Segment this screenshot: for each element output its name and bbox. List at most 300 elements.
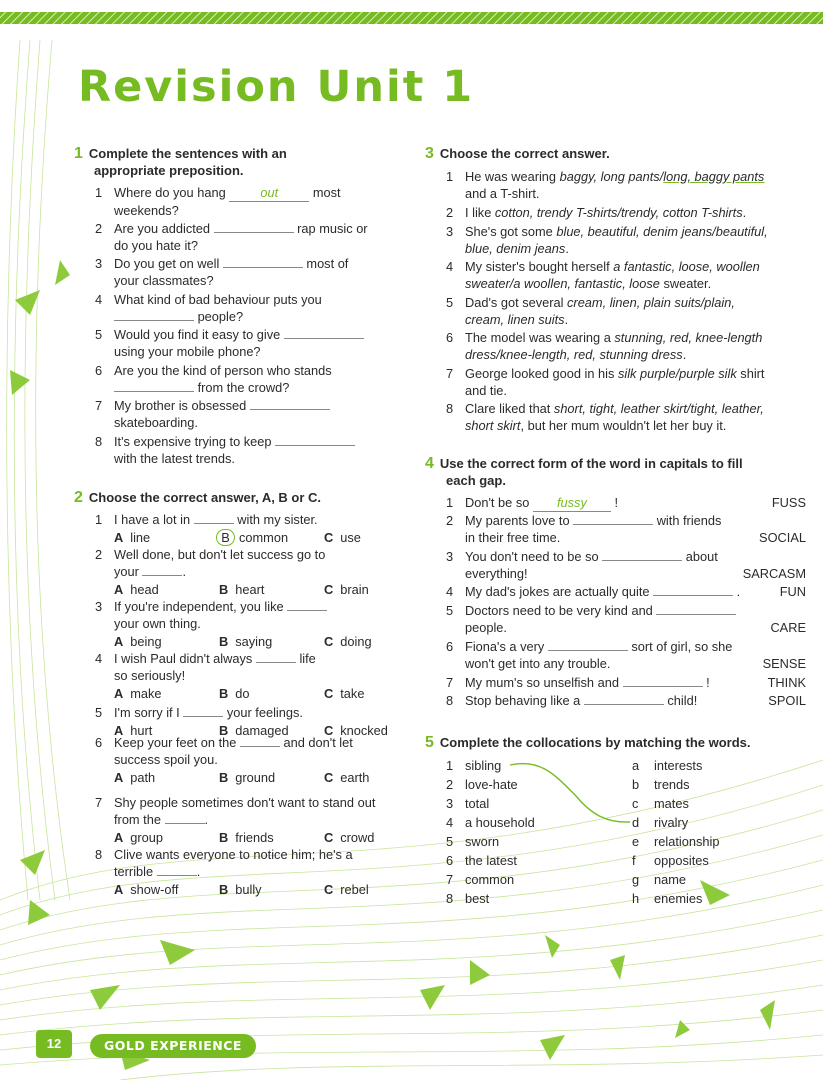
- item-text-mid: life: [299, 651, 316, 666]
- option-letter: B: [219, 723, 229, 738]
- option-text: crowd: [340, 830, 375, 845]
- choice-text[interactable]: sweater/a woollen, fantastic, loose: [465, 276, 660, 291]
- option-b[interactable]: [219, 685, 249, 702]
- item-text-start: Would you find it easy to give: [114, 327, 281, 342]
- option-letter: B: [219, 882, 229, 897]
- option-letter: C: [324, 882, 334, 897]
- item-line-1: [114, 511, 318, 528]
- item-text: [465, 494, 618, 512]
- answer-gap[interactable]: [602, 548, 682, 561]
- option-letter: B: [219, 830, 229, 845]
- exercise-item: [446, 258, 801, 292]
- item-text-start: Stop behaving like a: [465, 693, 581, 708]
- choice-text[interactable]: dress/knee-length, red, stunning dress: [465, 347, 683, 362]
- item-text: shirt: [736, 365, 765, 381]
- match-left-item[interactable]: [446, 870, 514, 889]
- option-text: do: [235, 686, 250, 701]
- item-letter: d: [632, 815, 640, 830]
- option-letter: C: [324, 530, 334, 545]
- item-text-line2: terrible: [114, 864, 154, 879]
- choice-text[interactable]: blue, beautiful, denim jeans/beautiful,: [556, 223, 768, 239]
- choice-text[interactable]: long, baggy pants: [663, 169, 765, 184]
- item-text-start: I wish Paul didn't always: [114, 651, 253, 666]
- exercise-item: [446, 294, 801, 328]
- match-word: rivalry: [654, 815, 689, 830]
- option-a[interactable]: [114, 829, 163, 846]
- page-title: Revision Unit 1: [78, 62, 475, 112]
- item-number: 3: [446, 796, 454, 811]
- item-text-mid: with my sister.: [237, 512, 318, 527]
- option-a[interactable]: [114, 881, 178, 898]
- item-number: 8: [446, 401, 454, 416]
- item-text: [465, 168, 764, 202]
- exercise-4-heading-line2: each gap.: [446, 473, 506, 488]
- item-line-2: [465, 655, 732, 672]
- answer-gap[interactable]: [256, 650, 296, 663]
- item-number: 3: [95, 599, 103, 614]
- match-word: name: [654, 872, 687, 887]
- item-letter: g: [632, 872, 640, 887]
- exercise-item: [95, 220, 395, 254]
- answer-gap[interactable]: [287, 598, 327, 611]
- item-text: , but her mum wouldn't let her buy it.: [520, 418, 727, 433]
- match-word: enemies: [654, 891, 703, 906]
- item-number: 5: [446, 834, 454, 849]
- item-line-2: [114, 667, 316, 684]
- item-text: [114, 184, 341, 219]
- item-text: [114, 546, 325, 580]
- item-number: 1: [446, 758, 454, 773]
- option-text: ground: [235, 770, 276, 785]
- item-text: [465, 638, 732, 672]
- item-text: [114, 433, 355, 467]
- item-line-1: [465, 365, 764, 382]
- exercise-item: [446, 674, 801, 691]
- answer-gap[interactable]: [114, 379, 194, 392]
- item-line-2: [465, 382, 764, 399]
- option-letter: B: [219, 582, 229, 597]
- item-line-2: blue, denim jeans.: [465, 240, 569, 256]
- match-left-item[interactable]: [446, 851, 517, 870]
- item-text: Dad's got several: [465, 294, 568, 310]
- item-text: and tie.: [465, 382, 507, 398]
- item-text-end: .: [196, 864, 201, 879]
- item-line-2: [465, 185, 764, 202]
- choice-text[interactable]: blue, denim jeans: [465, 240, 566, 256]
- option-text: friends: [235, 830, 274, 845]
- item-text-end: in their free time.: [465, 530, 561, 545]
- option-text: group: [130, 830, 163, 845]
- answer-gap[interactable]: [157, 863, 197, 876]
- item-line-1: [465, 494, 618, 512]
- item-number: 6: [95, 362, 103, 378]
- item-line-2: [465, 529, 721, 546]
- answer-gap[interactable]: [165, 811, 205, 824]
- answer-gap[interactable]: [142, 563, 182, 576]
- item-text-end: your classmates?: [114, 273, 214, 288]
- item-text-line2: your: [114, 564, 139, 579]
- exercise-1-heading: 1 Complete the sentences with an: [74, 145, 287, 162]
- exercise-item: [446, 223, 801, 257]
- item-text-mid: and don't let: [283, 735, 353, 750]
- item-line-1: [465, 692, 697, 709]
- item-text: [114, 846, 353, 880]
- item-letter: e: [632, 834, 640, 849]
- exercise-item: [446, 365, 801, 399]
- exercise-item: [446, 512, 801, 546]
- choice-text[interactable]: stunning, red, knee-length: [614, 330, 763, 345]
- answer-gap[interactable]: [653, 583, 733, 596]
- item-text: He was wearing: [465, 169, 560, 184]
- option-text: path: [130, 770, 156, 785]
- footer-brand: GOLD EXPERIENCE: [90, 1034, 256, 1058]
- item-line-2: [465, 275, 760, 292]
- exercise-item: [95, 291, 395, 325]
- example-answer: out: [229, 184, 309, 202]
- item-letter: f: [632, 853, 636, 868]
- item-text: [114, 734, 353, 768]
- item-line-2: [114, 751, 353, 768]
- item-line-1: [114, 255, 348, 272]
- option-c[interactable]: [324, 685, 364, 702]
- item-text-mid: your feelings.: [226, 705, 303, 720]
- item-line-2: [114, 308, 322, 325]
- item-text: She's got some: [465, 223, 557, 239]
- item-line-2: [114, 272, 348, 289]
- item-number: 4: [95, 651, 103, 666]
- option-c[interactable]: [324, 881, 369, 898]
- match-example-line: [446, 756, 646, 836]
- option-a[interactable]: [114, 769, 155, 786]
- match-word: common: [465, 872, 515, 887]
- exercise-item: [95, 433, 395, 467]
- item-text: My sister's bought herself: [465, 259, 614, 274]
- answer-gap[interactable]: [573, 512, 653, 525]
- item-line-1: [114, 326, 364, 343]
- item-line-1: [114, 362, 332, 379]
- item-text-mid: with friends: [656, 513, 722, 528]
- answer-gap[interactable]: [194, 511, 234, 524]
- option-b[interactable]: [219, 581, 264, 598]
- option-letter: C: [324, 830, 334, 845]
- choice-text[interactable]: short, tight, leather skirt/tight, leather,: [553, 401, 764, 416]
- item-line-1: [114, 291, 322, 308]
- match-word: sibling: [465, 758, 502, 773]
- match-word: opposites: [654, 853, 709, 868]
- item-text-start: Are you the kind of person who stands: [114, 362, 332, 378]
- option-c[interactable]: [324, 581, 369, 598]
- item-text: [114, 291, 322, 325]
- item-line-1: [114, 184, 341, 202]
- item-number: 3: [446, 223, 454, 239]
- exercise-item: [95, 326, 395, 360]
- item-text-line2: success spoil you.: [114, 752, 218, 767]
- option-c[interactable]: [324, 529, 361, 546]
- item-line-1: [465, 294, 735, 311]
- item-line-1: [114, 704, 303, 721]
- answer-gap[interactable]: [114, 308, 194, 321]
- item-number: 2: [95, 547, 103, 562]
- option-b[interactable]: [219, 769, 275, 786]
- match-right-item[interactable]: [632, 851, 709, 870]
- exercise-item: [95, 184, 395, 218]
- choice-text[interactable]: baggy, long pants/: [559, 169, 664, 184]
- capital-word: SENSE: [762, 656, 806, 671]
- option-letter: A: [114, 723, 124, 738]
- item-text-mid: most: [312, 185, 341, 200]
- option-c[interactable]: [324, 769, 369, 786]
- item-line-1: [114, 650, 316, 667]
- item-line-2: [465, 619, 736, 636]
- item-text-line2: your own thing.: [114, 616, 201, 631]
- item-number: 3: [95, 256, 103, 271]
- item-text-start: It's expensive trying to keep: [114, 433, 272, 449]
- answer-gap[interactable]: [284, 326, 364, 339]
- item-line-1: [465, 548, 718, 565]
- answer-gap[interactable]: [548, 638, 628, 651]
- item-line-2: [114, 343, 364, 360]
- match-right-item[interactable]: [632, 870, 686, 889]
- match-word: best: [465, 891, 490, 906]
- answer-gap[interactable]: [275, 433, 355, 446]
- option-letter: A: [114, 882, 124, 897]
- item-number: 2: [95, 220, 103, 236]
- item-number: 1: [446, 169, 454, 184]
- option-a[interactable]: [114, 633, 162, 650]
- item-number: 3: [446, 549, 454, 564]
- item-number: 8: [446, 891, 454, 906]
- item-text: [465, 400, 764, 434]
- option-text: brain: [340, 582, 369, 597]
- option-text: hurt: [130, 723, 153, 738]
- option-text: doing: [340, 634, 372, 649]
- option-letter: B: [219, 770, 229, 785]
- option-text: make: [130, 686, 162, 701]
- item-text-start: My parents love to: [465, 513, 570, 528]
- option-letter: C: [324, 723, 334, 738]
- item-line-1: [465, 223, 768, 240]
- answer-gap[interactable]: [656, 602, 736, 615]
- exercise-item: [446, 638, 801, 672]
- item-line-2: [114, 202, 341, 219]
- choice-text[interactable]: a fantastic, loose, woollen: [613, 259, 760, 274]
- option-a[interactable]: [114, 581, 159, 598]
- item-number: 4: [446, 584, 454, 599]
- item-number: 4: [446, 259, 454, 274]
- item-text: [114, 362, 332, 396]
- option-text: saying: [235, 634, 273, 649]
- item-text-start: I'm sorry if I: [114, 705, 180, 720]
- item-number: 7: [446, 365, 454, 381]
- match-word: a household: [465, 815, 535, 830]
- capital-word: SPOIL: [768, 693, 806, 708]
- item-text-end: using your mobile phone?: [114, 344, 261, 359]
- item-number: 8: [95, 433, 103, 449]
- item-text-start: My mum's so unselfish and: [465, 675, 619, 690]
- capital-word: SARCASM: [742, 566, 806, 581]
- item-line-2: [114, 414, 330, 431]
- answer-gap[interactable]: [250, 397, 330, 410]
- item-text: [465, 583, 740, 600]
- item-line-1: [114, 397, 330, 414]
- item-line-1: [465, 258, 760, 275]
- option-a[interactable]: [114, 685, 162, 702]
- option-letter: A: [114, 770, 124, 785]
- item-number: 1: [95, 512, 103, 527]
- exercise-item: [446, 400, 801, 434]
- option-text: knocked: [340, 723, 388, 738]
- item-line-2: [114, 237, 368, 254]
- item-text-end: from the crowd?: [197, 379, 290, 395]
- item-number: 1: [446, 495, 454, 510]
- match-right-item[interactable]: [632, 889, 702, 908]
- item-text-line2: so seriously!: [114, 668, 186, 683]
- item-number: 7: [95, 795, 103, 810]
- exercise-item: [446, 692, 801, 709]
- item-text: [465, 548, 718, 582]
- match-word: sworn: [465, 834, 500, 849]
- item-text-start: If you're independent, you like: [114, 599, 284, 614]
- exercise-5-heading: 5 Complete the collocations by matching the words.: [425, 734, 751, 751]
- choice-text[interactable]: cream, linen, plain suits/plain,: [567, 294, 735, 310]
- exercise-item: [446, 602, 801, 636]
- exercise-1-items: [95, 184, 405, 484]
- answer-gap[interactable]: [223, 255, 303, 268]
- choice-text[interactable]: silk purple/purple silk: [617, 365, 737, 381]
- answer-gap[interactable]: [584, 692, 664, 705]
- exercise-2-heading: 2 Choose the correct answer, A, B or C.: [74, 489, 322, 506]
- item-text-mid: sort of girl, so she: [631, 639, 733, 654]
- option-b[interactable]: [219, 881, 262, 898]
- item-line-1: [465, 329, 762, 346]
- example-answer: fussy: [533, 494, 611, 512]
- match-word: mates: [654, 796, 689, 811]
- choice-text[interactable]: cream, linen suits: [465, 311, 565, 327]
- option-a[interactable]: [114, 529, 150, 546]
- exercise-item: [446, 494, 801, 511]
- item-text: [465, 329, 762, 363]
- choice-text[interactable]: short skirt: [465, 418, 521, 433]
- item-text-end: everything!: [465, 566, 528, 581]
- capital-word: THINK: [767, 675, 806, 690]
- answer-gap[interactable]: [214, 220, 294, 233]
- item-text-mid: child!: [667, 693, 698, 708]
- item-text: [465, 294, 735, 328]
- item-text: .: [742, 204, 747, 220]
- item-text-start: Are you addicted: [114, 220, 211, 236]
- item-text: [114, 511, 318, 528]
- exercise-3-heading: 3 Choose the correct answer.: [425, 145, 610, 162]
- option-text: use: [340, 530, 361, 545]
- item-line-1: [465, 583, 740, 600]
- item-text-start: My dad's jokes are actually quite: [465, 584, 650, 599]
- option-c[interactable]: [324, 633, 372, 650]
- item-text: sweater.: [659, 276, 712, 291]
- item-line-2: [114, 863, 353, 880]
- item-text-mid: rap music or: [297, 220, 368, 236]
- answer-gap[interactable]: [240, 734, 280, 747]
- answer-gap[interactable]: [183, 704, 223, 717]
- item-text-start: Doctors need to be very kind and: [465, 603, 653, 618]
- item-line-1: [114, 846, 353, 863]
- option-c[interactable]: [324, 829, 374, 846]
- match-word: relationship: [654, 834, 720, 849]
- item-line-2: dress/knee-length, red, stunning dress.: [465, 347, 687, 362]
- option-text: being: [130, 634, 162, 649]
- match-left-item[interactable]: [446, 889, 489, 908]
- item-number: 6: [95, 735, 103, 750]
- item-line-1: [114, 433, 355, 450]
- item-number: 7: [95, 398, 103, 413]
- item-text: [465, 674, 710, 691]
- item-line-2: [114, 811, 375, 828]
- item-text: [465, 692, 697, 709]
- item-text-end: .: [182, 564, 187, 579]
- item-line-1: [114, 734, 353, 751]
- match-word: the latest: [465, 853, 517, 868]
- item-number: 7: [446, 872, 454, 887]
- exercise-item: [95, 362, 395, 396]
- option-text: show-off: [130, 882, 179, 897]
- capital-word: FUSS: [771, 495, 806, 510]
- option-letter: B: [219, 686, 229, 701]
- item-number: 6: [446, 639, 454, 654]
- item-text-mid: !: [614, 495, 619, 510]
- item-text-start: Where do you hang: [114, 185, 226, 200]
- answer-gap[interactable]: [623, 674, 703, 687]
- item-text-start: Fiona's a very: [465, 639, 545, 654]
- item-line-2: [465, 417, 764, 434]
- item-number: 4: [95, 291, 103, 307]
- option-b[interactable]: [219, 529, 288, 546]
- capital-word: FUN: [779, 584, 806, 599]
- item-text-end: people.: [465, 620, 507, 635]
- match-word: interests: [654, 758, 703, 773]
- item-line-1: [114, 598, 327, 615]
- option-b[interactable]: [219, 829, 274, 846]
- item-text-start: Don't be so: [465, 495, 530, 510]
- item-line-1: [114, 220, 368, 237]
- item-text-end: do you hate it?: [114, 237, 198, 253]
- item-text-start: Well done, but don't let success go to: [114, 547, 326, 562]
- option-text: bully: [235, 882, 262, 897]
- exercise-4-heading: 4 Use the correct form of the word in capitals to fill: [425, 455, 743, 472]
- item-number: 6: [446, 330, 454, 345]
- option-text: common: [239, 530, 289, 545]
- item-text-line2: from the: [114, 812, 161, 827]
- item-text: [114, 397, 330, 431]
- option-text: head: [130, 582, 159, 597]
- item-number: 2: [446, 777, 454, 792]
- choice-text[interactable]: cotton, trendy T-shirts/trendy, cotton T-shirts: [494, 204, 743, 220]
- item-text-start: What kind of bad behaviour puts you: [114, 291, 322, 307]
- item-text: [465, 258, 760, 292]
- item-number: 6: [446, 853, 454, 868]
- item-number: 2: [446, 513, 454, 528]
- exercise-5-items: [446, 756, 806, 916]
- item-text: Clare liked that: [465, 401, 554, 416]
- item-letter: h: [632, 891, 640, 906]
- item-line-2: [114, 563, 325, 580]
- option-letter: A: [114, 634, 124, 649]
- item-text: [114, 598, 327, 632]
- item-line-1: [465, 602, 736, 619]
- page-number: 12: [36, 1030, 72, 1058]
- item-text: The model was wearing a: [465, 330, 615, 345]
- option-b[interactable]: [219, 633, 272, 650]
- exercise-4-items: [446, 494, 806, 714]
- item-text: [114, 704, 303, 721]
